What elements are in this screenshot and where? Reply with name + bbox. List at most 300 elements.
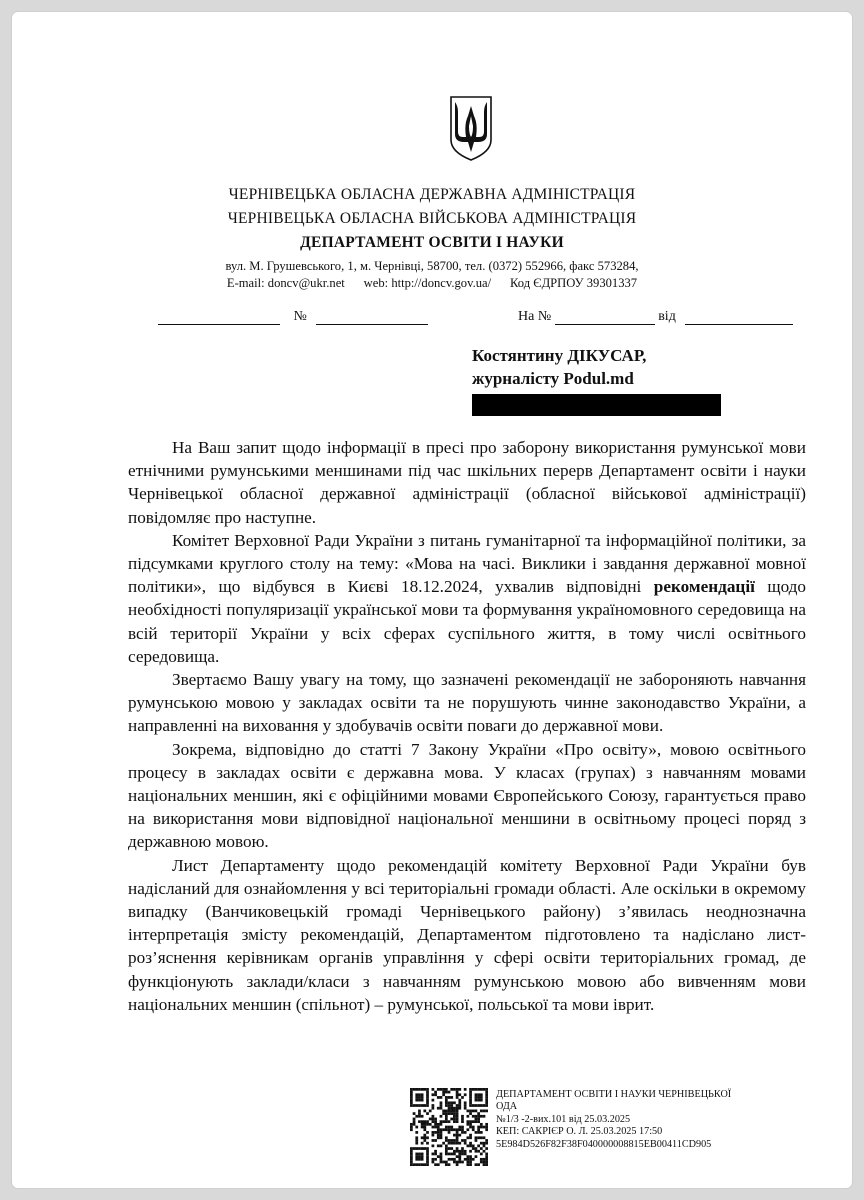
qr-module	[442, 1093, 445, 1096]
qr-module	[410, 1099, 413, 1102]
qr-module	[456, 1134, 459, 1137]
qr-module	[426, 1155, 429, 1158]
qr-module	[485, 1088, 488, 1091]
qr-module	[475, 1147, 478, 1150]
qr-module	[466, 1120, 469, 1123]
qr-module	[475, 1093, 478, 1096]
qr-module	[456, 1142, 459, 1145]
qr-module	[456, 1163, 459, 1166]
qr-module	[413, 1118, 416, 1121]
qr-module	[483, 1144, 486, 1147]
qr-module	[445, 1096, 448, 1099]
qr-module	[423, 1128, 426, 1131]
qr-module	[485, 1093, 488, 1096]
qr-module	[461, 1118, 464, 1121]
qr-module	[410, 1158, 413, 1161]
qr-module	[477, 1120, 480, 1123]
qr-module	[445, 1115, 448, 1118]
qr-module	[448, 1147, 451, 1150]
qr-module	[456, 1139, 459, 1142]
qr-module	[450, 1112, 453, 1115]
qr-module	[442, 1120, 445, 1123]
qr-module	[442, 1128, 445, 1131]
qr-module	[485, 1139, 488, 1142]
qr-module	[475, 1136, 478, 1139]
stamp-hash: 5E984D526F82F38F040000008815EB00411CD905	[496, 1138, 712, 1150]
qr-module	[413, 1112, 416, 1115]
qr-module	[485, 1147, 488, 1150]
qr-module	[477, 1131, 480, 1134]
qr-module	[410, 1088, 413, 1091]
qr-module	[410, 1091, 413, 1094]
qr-module	[448, 1126, 451, 1129]
qr-module	[423, 1123, 426, 1126]
qr-module	[453, 1142, 456, 1145]
qr-module	[456, 1150, 459, 1153]
qr-module	[448, 1131, 451, 1134]
qr-code-icon	[410, 1088, 488, 1166]
qr-module	[445, 1120, 448, 1123]
qr-module	[483, 1163, 486, 1166]
qr-module	[437, 1144, 440, 1147]
qr-module	[450, 1158, 453, 1161]
qr-module	[472, 1088, 475, 1091]
qr-module	[477, 1096, 480, 1099]
qr-module	[475, 1150, 478, 1153]
qr-module	[434, 1158, 437, 1161]
stamp-registration: №1/3 -2-вих.101 від 25.03.2025	[496, 1113, 631, 1125]
qr-module	[477, 1115, 480, 1118]
qr-module	[464, 1107, 467, 1110]
qr-module	[456, 1091, 459, 1094]
qr-module	[410, 1126, 413, 1129]
qr-module	[413, 1104, 416, 1107]
qr-module	[421, 1093, 424, 1096]
qr-module	[485, 1104, 488, 1107]
qr-module	[423, 1120, 426, 1123]
qr-module	[466, 1123, 469, 1126]
qr-module	[426, 1142, 429, 1145]
qr-module	[432, 1131, 435, 1134]
qr-module	[485, 1142, 488, 1145]
qr-module	[415, 1142, 418, 1145]
qr-module	[480, 1099, 483, 1102]
date-blank	[158, 309, 280, 325]
qr-module	[453, 1110, 456, 1113]
qr-module	[464, 1104, 467, 1107]
qr-module	[466, 1144, 469, 1147]
qr-module	[413, 1163, 416, 1166]
qr-module	[464, 1093, 467, 1096]
paragraph-2-text-b: щодо необхідності популяризації української мови та формування україномовного середовища на всій території України у всіх сферах суспільного життя, в тому числі освітнього середовища.	[128, 577, 807, 666]
qr-module	[440, 1120, 443, 1123]
qr-module	[437, 1123, 440, 1126]
qr-module	[461, 1096, 464, 1099]
qr-module	[421, 1136, 424, 1139]
qr-module	[475, 1155, 478, 1158]
qr-module	[426, 1150, 429, 1153]
qr-module	[440, 1134, 443, 1137]
qr-module	[448, 1158, 451, 1161]
qr-module	[480, 1153, 483, 1156]
qr-module	[485, 1155, 488, 1158]
qr-module	[440, 1115, 443, 1118]
outgoing-reference	[158, 309, 428, 325]
qr-module	[423, 1126, 426, 1129]
qr-module	[440, 1088, 443, 1091]
qr-module	[415, 1158, 418, 1161]
qr-module	[483, 1115, 486, 1118]
qr-module	[432, 1107, 435, 1110]
qr-module	[461, 1120, 464, 1123]
qr-module	[458, 1107, 461, 1110]
qr-module	[469, 1136, 472, 1139]
qr-module	[456, 1118, 459, 1121]
qr-module	[461, 1128, 464, 1131]
qr-module	[464, 1131, 467, 1134]
qr-module	[466, 1161, 469, 1164]
qr-module	[466, 1155, 469, 1158]
qr-module	[477, 1126, 480, 1129]
qr-module	[458, 1134, 461, 1137]
qr-module	[415, 1163, 418, 1166]
qr-module	[432, 1134, 435, 1137]
qr-module	[434, 1120, 437, 1123]
qr-module	[418, 1110, 421, 1113]
qr-module	[440, 1161, 443, 1164]
qr-module	[432, 1093, 435, 1096]
qr-module	[437, 1163, 440, 1166]
qr-module	[429, 1118, 432, 1121]
qr-module	[453, 1112, 456, 1115]
qr-module	[466, 1163, 469, 1166]
qr-module	[442, 1091, 445, 1094]
qr-module	[483, 1126, 486, 1129]
reply-number-blank	[555, 309, 655, 325]
qr-module	[426, 1161, 429, 1164]
qr-module	[450, 1118, 453, 1121]
qr-module	[432, 1104, 435, 1107]
qr-module	[432, 1126, 435, 1129]
qr-module	[437, 1136, 440, 1139]
qr-module	[415, 1093, 418, 1096]
qr-module	[410, 1153, 413, 1156]
qr-module	[421, 1123, 424, 1126]
qr-module	[453, 1134, 456, 1137]
qr-module	[442, 1161, 445, 1164]
qr-module	[466, 1158, 469, 1161]
qr-module	[458, 1104, 461, 1107]
qr-module	[469, 1155, 472, 1158]
qr-module	[434, 1118, 437, 1121]
qr-module	[450, 1142, 453, 1145]
qr-module	[469, 1096, 472, 1099]
qr-module	[415, 1104, 418, 1107]
qr-module	[458, 1099, 461, 1102]
qr-module	[442, 1088, 445, 1091]
qr-module	[475, 1099, 478, 1102]
qr-module	[410, 1104, 413, 1107]
qr-module	[469, 1142, 472, 1145]
qr-module	[410, 1161, 413, 1164]
qr-module	[466, 1128, 469, 1131]
qr-module	[453, 1128, 456, 1131]
qr-module	[458, 1142, 461, 1145]
qr-module	[464, 1088, 467, 1091]
qr-module	[418, 1112, 421, 1115]
incoming-reference	[518, 309, 793, 325]
qr-module	[450, 1128, 453, 1131]
contacts-line: E-mail: doncv@ukr.net web: http://doncv.gov.ua/ Код ЄДРПОУ 39301337	[226, 276, 638, 290]
qr-module	[410, 1163, 413, 1166]
qr-module	[413, 1088, 416, 1091]
qr-module	[448, 1091, 451, 1094]
qr-module	[483, 1142, 486, 1145]
qr-module	[480, 1110, 483, 1113]
qr-module	[421, 1115, 424, 1118]
qr-module	[448, 1142, 451, 1145]
qr-module	[450, 1088, 453, 1091]
qr-module	[453, 1153, 456, 1156]
qr-module	[426, 1101, 429, 1104]
qr-module	[469, 1161, 472, 1164]
qr-module	[472, 1158, 475, 1161]
qr-module	[485, 1110, 488, 1113]
qr-module	[483, 1110, 486, 1113]
qr-module	[423, 1163, 426, 1166]
qr-module	[423, 1088, 426, 1091]
department-title: ДЕПАРТАМЕНТ ОСВІТИ І НАУКИ	[300, 234, 564, 251]
qr-module	[477, 1104, 480, 1107]
qr-module	[442, 1142, 445, 1145]
qr-module	[480, 1088, 483, 1091]
qr-module	[410, 1123, 413, 1126]
paragraph-5: Лист Департаменту щодо рекомендацій комітету Верховної Ради України був надісланий для ознайомлення у всі територіальні громади області. Але оскільки в окремому випадку (Ванчиковецькій громаді Чернівецького району) з’явилась неоднозначна інтерпретація змісту рекомендацій, Департаментом підготовлено та надіслано лист-роз’яснення керівникам органів управління у сфері освіти територіальних громад, де функціонують заклади/класи з навчанням румунською мовою або вивченням мови національних меншин (спільнот) – румунської, польської та мови іврит.	[128, 855, 806, 1014]
from-date-blank	[685, 309, 793, 325]
qr-module	[418, 1088, 421, 1091]
qr-module	[458, 1158, 461, 1161]
qr-module	[429, 1110, 432, 1113]
qr-module	[458, 1093, 461, 1096]
qr-module	[421, 1158, 424, 1161]
qr-module	[475, 1131, 478, 1134]
qr-module	[415, 1088, 418, 1091]
qr-module	[448, 1128, 451, 1131]
qr-module	[448, 1120, 451, 1123]
qr-module	[453, 1107, 456, 1110]
qr-module	[445, 1128, 448, 1131]
qr-module	[415, 1126, 418, 1129]
qr-module	[440, 1096, 443, 1099]
qr-module	[415, 1139, 418, 1142]
qr-module	[415, 1099, 418, 1102]
qr-module	[440, 1153, 443, 1156]
qr-module	[432, 1088, 435, 1091]
qr-module	[466, 1110, 469, 1113]
qr-module	[461, 1126, 464, 1129]
qr-module	[472, 1115, 475, 1118]
qr-module	[450, 1126, 453, 1129]
qr-module	[469, 1088, 472, 1091]
qr-module	[469, 1126, 472, 1129]
paragraph-4: Зокрема, відповідно до статті 7 Закону України «Про освіту», мовою освітнього процесу в закладах освіти є державна мова. У класах (групах) з навчанням мовами національних меншин, які є офіційними мовами Європейського Союзу, гарантується право на використання мови відповідної національної меншини в освітньому процесі поряд з державною мовою.	[128, 739, 806, 852]
qr-module	[458, 1126, 461, 1129]
qr-module	[475, 1120, 478, 1123]
qr-module	[453, 1139, 456, 1142]
qr-module	[475, 1115, 478, 1118]
qr-module	[450, 1107, 453, 1110]
qr-module	[448, 1153, 451, 1156]
qr-module	[456, 1088, 459, 1091]
qr-module	[456, 1104, 459, 1107]
qr-module	[456, 1120, 459, 1123]
qr-module	[434, 1091, 437, 1094]
qr-module	[434, 1131, 437, 1134]
qr-module	[426, 1163, 429, 1166]
qr-module	[418, 1155, 421, 1158]
electronic-signature-stamp	[496, 1089, 766, 1151]
qr-module	[434, 1123, 437, 1126]
qr-module	[469, 1150, 472, 1153]
qr-module	[437, 1088, 440, 1091]
qr-module	[477, 1112, 480, 1115]
letter-body	[128, 436, 806, 1016]
qr-module	[453, 1101, 456, 1104]
qr-module	[453, 1158, 456, 1161]
qr-module	[426, 1088, 429, 1091]
qr-module	[418, 1120, 421, 1123]
qr-module	[445, 1110, 448, 1113]
qr-module	[477, 1144, 480, 1147]
qr-module	[456, 1107, 459, 1110]
qr-module	[410, 1093, 413, 1096]
qr-module	[415, 1115, 418, 1118]
qr-module	[440, 1107, 443, 1110]
qr-module	[426, 1091, 429, 1094]
qr-module	[483, 1088, 486, 1091]
qr-module	[461, 1150, 464, 1153]
qr-module	[445, 1150, 448, 1153]
qr-module	[456, 1161, 459, 1164]
qr-module	[415, 1155, 418, 1158]
qr-module	[426, 1104, 429, 1107]
qr-module	[456, 1093, 459, 1096]
qr-module	[472, 1128, 475, 1131]
qr-module	[448, 1163, 451, 1166]
qr-module	[464, 1153, 467, 1156]
qr-module	[434, 1153, 437, 1156]
qr-module	[410, 1155, 413, 1158]
qr-module	[432, 1099, 435, 1102]
qr-module	[432, 1161, 435, 1164]
qr-module	[432, 1115, 435, 1118]
qr-module	[472, 1147, 475, 1150]
qr-module	[485, 1091, 488, 1094]
qr-module	[450, 1096, 453, 1099]
qr-module	[440, 1136, 443, 1139]
qr-module	[456, 1112, 459, 1115]
qr-module	[421, 1153, 424, 1156]
qr-module	[413, 1120, 416, 1123]
qr-module	[421, 1104, 424, 1107]
qr-module	[480, 1136, 483, 1139]
qr-module	[426, 1147, 429, 1150]
qr-module	[469, 1163, 472, 1166]
qr-module	[485, 1096, 488, 1099]
qr-module	[480, 1158, 483, 1161]
qr-module	[410, 1101, 413, 1104]
qr-module	[458, 1161, 461, 1164]
qr-module	[475, 1104, 478, 1107]
qr-module	[434, 1126, 437, 1129]
qr-module	[421, 1120, 424, 1123]
qr-module	[461, 1115, 464, 1118]
qr-module	[429, 1123, 432, 1126]
qr-module	[453, 1120, 456, 1123]
qr-module	[445, 1101, 448, 1104]
qr-module	[445, 1144, 448, 1147]
paragraph-2-text-a: Комітет Верховної Ради України з питань гуманітарної та інформаційної політики, за підсумками круглого столу на тему: «Мова на часі. Виклики і завдання державної мовної політики», що відбувся в Києві 18.12.2024, ухвалив відповідні	[128, 530, 806, 597]
qr-module	[469, 1093, 472, 1096]
qr-module	[418, 1093, 421, 1096]
qr-module	[450, 1104, 453, 1107]
qr-module	[423, 1147, 426, 1150]
qr-module	[442, 1110, 445, 1113]
qr-module	[458, 1101, 461, 1104]
qr-module	[483, 1136, 486, 1139]
qr-module	[426, 1096, 429, 1099]
qr-module	[469, 1134, 472, 1137]
qr-module	[418, 1158, 421, 1161]
qr-module	[426, 1093, 429, 1096]
qr-module	[413, 1147, 416, 1150]
qr-module	[458, 1155, 461, 1158]
from-label: від	[658, 309, 676, 324]
qr-module	[450, 1101, 453, 1104]
qr-module	[445, 1126, 448, 1129]
qr-module	[483, 1150, 486, 1153]
qr-module	[421, 1163, 424, 1166]
qr-module	[450, 1153, 453, 1156]
qr-module	[466, 1115, 469, 1118]
qr-module	[477, 1136, 480, 1139]
qr-module	[458, 1150, 461, 1153]
trident-emblem-icon	[448, 94, 494, 162]
qr-module	[445, 1088, 448, 1091]
header-line-2: ЧЕРНІВЕЦЬКА ОБЛАСНА ВІЙСЬКОВА АДМІНІСТРАЦІЯ	[227, 210, 637, 227]
qr-module	[413, 1123, 416, 1126]
qr-module	[477, 1128, 480, 1131]
qr-module	[480, 1115, 483, 1118]
paragraph-2	[128, 529, 806, 668]
qr-module	[423, 1134, 426, 1137]
qr-module	[477, 1099, 480, 1102]
qr-module	[453, 1161, 456, 1164]
qr-module	[464, 1150, 467, 1153]
qr-module	[464, 1101, 467, 1104]
qr-module	[426, 1153, 429, 1156]
qr-module	[440, 1128, 443, 1131]
number-sign: №	[293, 309, 307, 324]
qr-module	[421, 1126, 424, 1129]
qr-module	[450, 1147, 453, 1150]
address-line: вул. М. Грушевського, 1, м. Чернівці, 58700, тел. (0372) 552966, факс 573284,	[225, 259, 639, 273]
qr-module	[448, 1107, 451, 1110]
qr-module	[432, 1120, 435, 1123]
qr-module	[456, 1110, 459, 1113]
qr-module	[423, 1136, 426, 1139]
qr-module	[418, 1153, 421, 1156]
